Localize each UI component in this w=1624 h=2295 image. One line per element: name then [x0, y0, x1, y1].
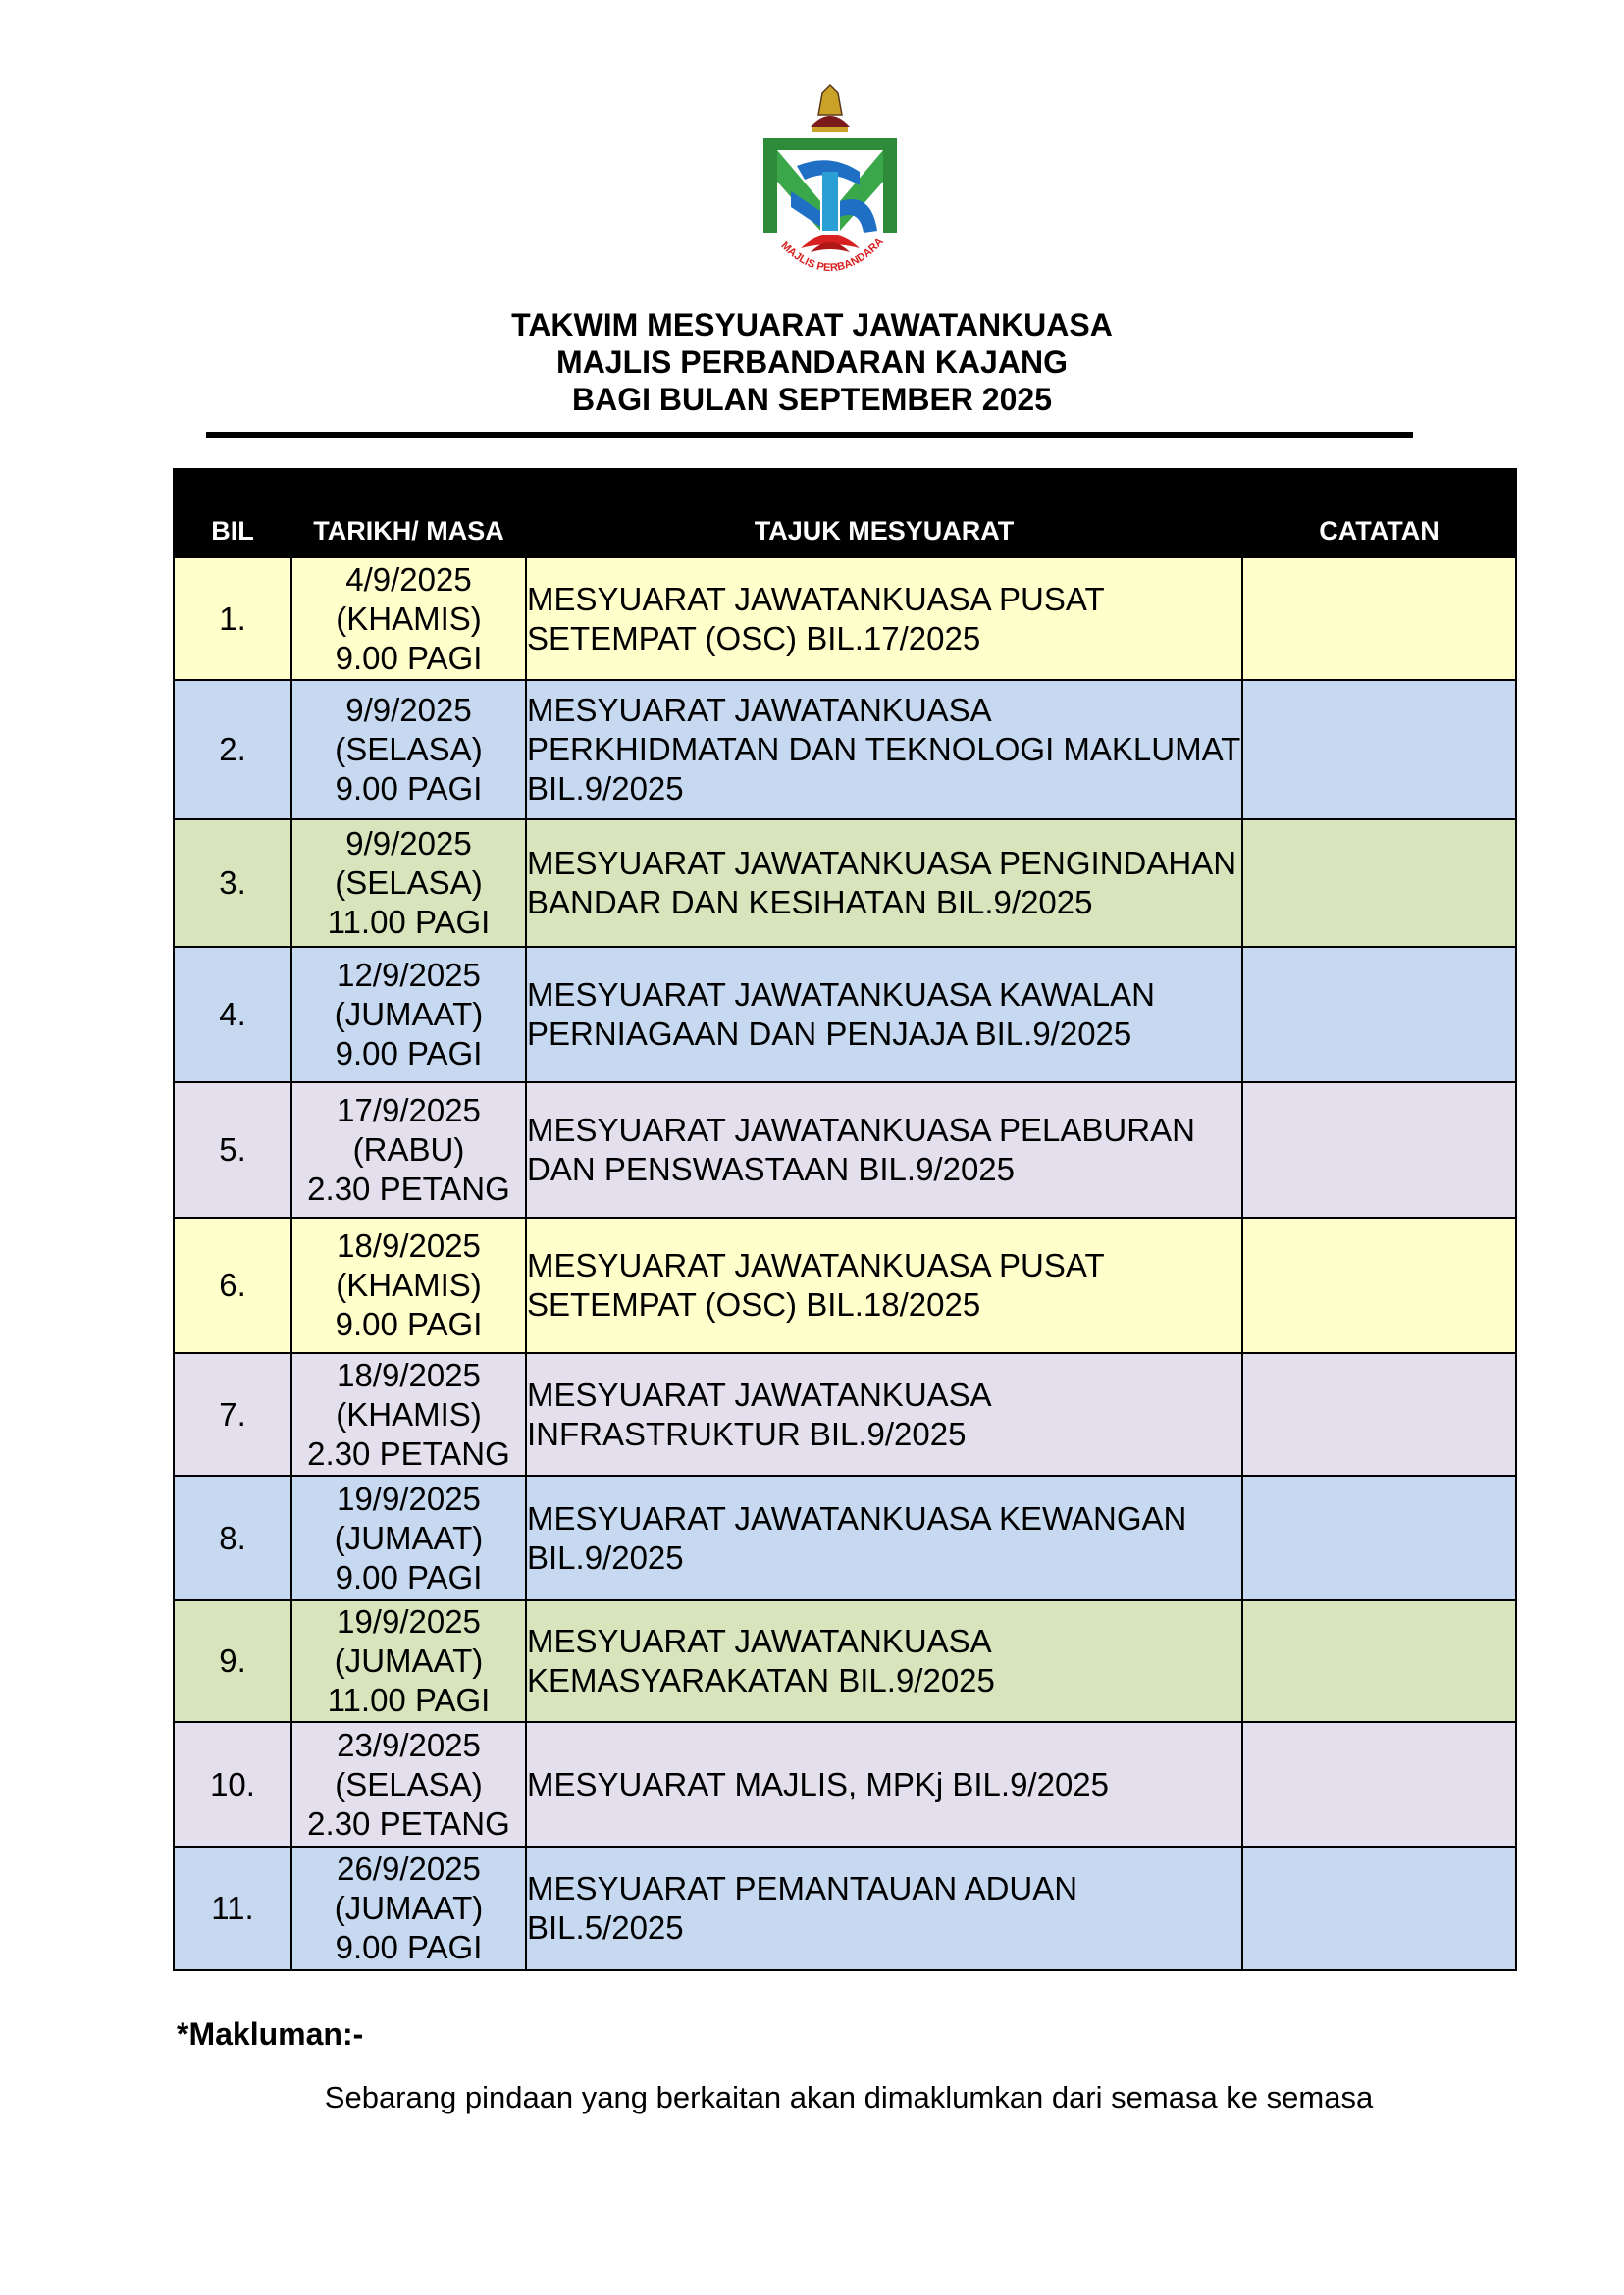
table-header-row	[174, 469, 1516, 557]
title-line-2: MAJLIS PERBANDARAN KAJANG	[556, 344, 1068, 380]
row-date-value: 26/9/2025	[337, 1851, 481, 1887]
row-bil: 1.	[174, 557, 291, 680]
row-day: (JUMAAT)	[334, 1890, 484, 1926]
row-date	[291, 557, 526, 680]
row-note	[1242, 1847, 1516, 1970]
row-title: MESYUARAT MAJLIS, MPKj BIL.9/2025	[526, 1722, 1242, 1847]
table-row	[174, 819, 1516, 947]
row-note	[1242, 1600, 1516, 1722]
row-time: 9.00 PAGI	[335, 1306, 483, 1342]
header-bil: BIL	[174, 469, 291, 557]
row-bil: 8.	[174, 1476, 291, 1600]
row-time: 2.30 PETANG	[307, 1434, 510, 1472]
row-date-value: 9/9/2025	[345, 825, 472, 861]
row-time: 2.30 PETANG	[307, 1804, 510, 1842]
row-day: (KHAMIS)	[336, 600, 482, 637]
row-bil: 9.	[174, 1600, 291, 1722]
row-date	[291, 1082, 526, 1218]
row-day: (KHAMIS)	[336, 1267, 482, 1303]
row-title: MESYUARAT JAWATANKUASA PELABURAN DAN PENSWASTAAN BIL.9/2025	[526, 1082, 1242, 1218]
row-note	[1242, 1353, 1516, 1476]
row-title: MESYUARAT JAWATANKUASA PERKHIDMATAN DAN TEKNOLOGI MAKLUMAT BIL.9/2025	[526, 680, 1242, 819]
meeting-schedule-table	[173, 468, 1517, 1971]
row-time: 9.00 PAGI	[335, 1035, 483, 1071]
row-bil: 5.	[174, 1082, 291, 1218]
row-note	[1242, 557, 1516, 680]
row-bil: 6.	[174, 1218, 291, 1353]
row-time: 11.00 PAGI	[327, 1682, 491, 1718]
row-time: 9.00 PAGI	[335, 1558, 483, 1595]
row-day: (SELASA)	[335, 864, 483, 901]
row-note	[1242, 1218, 1516, 1353]
table-row	[174, 1218, 1516, 1353]
table-row	[174, 557, 1516, 680]
row-title: MESYUARAT JAWATANKUASA KEMASYARAKATAN BIL.9/2025	[526, 1600, 1242, 1722]
row-title: MESYUARAT JAWATANKUASA KEWANGAN BIL.9/2025	[526, 1476, 1242, 1600]
table-row	[174, 1847, 1516, 1970]
row-date	[291, 1600, 526, 1722]
row-date	[291, 1847, 526, 1970]
row-title: MESYUARAT JAWATANKUASA PUSAT SETEMPAT (OSC) BIL.18/2025	[526, 1218, 1242, 1353]
row-date	[291, 680, 526, 819]
row-title: MESYUARAT JAWATANKUASA INFRASTRUKTUR BIL.9/2025	[526, 1353, 1242, 1476]
row-day: (RABU)	[352, 1131, 465, 1168]
row-bil: 4.	[174, 947, 291, 1082]
row-note	[1242, 1722, 1516, 1847]
council-logo	[761, 83, 899, 291]
row-time: 9.00 PAGI	[335, 770, 483, 807]
row-date	[291, 819, 526, 947]
row-date	[291, 1218, 526, 1353]
row-time: 2.30 PETANG	[307, 1171, 510, 1207]
row-day: (JUMAAT)	[334, 996, 484, 1032]
row-date-value: 18/9/2025	[337, 1227, 481, 1264]
notice-body: Sebarang pindaan yang berkaitan akan dimaklumkan dari semasa ke semasa	[324, 2080, 1374, 2114]
row-day: (SELASA)	[335, 731, 483, 767]
row-bil: 7.	[174, 1353, 291, 1476]
row-time: 9.00 PAGI	[335, 1929, 483, 1965]
row-date	[291, 1353, 526, 1476]
header-date: TARIKH/ MASA	[291, 469, 526, 557]
header-note: CATATAN	[1242, 469, 1516, 557]
table-row	[174, 1353, 1516, 1476]
row-date-value: 23/9/2025	[337, 1726, 481, 1763]
row-note	[1242, 680, 1516, 819]
row-date-value: 18/9/2025	[337, 1356, 481, 1393]
row-day: (JUMAAT)	[334, 1643, 484, 1679]
row-date-value: 4/9/2025	[345, 560, 472, 598]
row-bil: 2.	[174, 680, 291, 819]
header-title: TAJUK MESYUARAT	[526, 469, 1242, 557]
table-row	[174, 1476, 1516, 1600]
row-title: MESYUARAT JAWATANKUASA PENGINDAHAN BANDAR DAN KESIHATAN BIL.9/2025	[526, 819, 1242, 947]
row-title: MESYUARAT JAWATANKUASA KAWALAN PERNIAGAAN DAN PENJAJA BIL.9/2025	[526, 947, 1242, 1082]
row-note	[1242, 819, 1516, 947]
row-date-value: 19/9/2025	[337, 1603, 481, 1640]
title-line-1: TAKWIM MESYUARAT JAWATANKUASA	[511, 307, 1113, 342]
row-day: (SELASA)	[335, 1765, 483, 1802]
table-row	[174, 1722, 1516, 1847]
row-time: 9.00 PAGI	[335, 639, 483, 676]
row-date-value: 12/9/2025	[337, 957, 481, 993]
row-date	[291, 1476, 526, 1600]
row-bil: 11.	[174, 1847, 291, 1970]
table-row	[174, 680, 1516, 819]
row-time: 11.00 PAGI	[327, 904, 491, 940]
logo-arc-text: MAJLIS PERBANDARA	[778, 235, 886, 275]
row-note	[1242, 947, 1516, 1082]
table-row	[174, 1600, 1516, 1722]
title-divider	[206, 432, 1413, 438]
row-date-value: 9/9/2025	[345, 692, 472, 728]
row-note	[1242, 1082, 1516, 1218]
row-date-value: 17/9/2025	[337, 1092, 481, 1128]
row-date	[291, 947, 526, 1082]
row-note	[1242, 1476, 1516, 1600]
table-row	[174, 947, 1516, 1082]
table-row	[174, 1082, 1516, 1218]
title-line-3: BAGI BULAN SEPTEMBER 2025	[572, 382, 1052, 417]
row-date-value: 19/9/2025	[337, 1480, 481, 1517]
row-day: (JUMAAT)	[334, 1519, 484, 1556]
row-day: (KHAMIS)	[336, 1395, 482, 1433]
notice-heading: *Makluman:-	[177, 2016, 364, 2052]
row-title: MESYUARAT PEMANTAUAN ADUAN BIL.5/2025	[526, 1847, 1242, 1970]
row-bil: 10.	[174, 1722, 291, 1847]
row-title: MESYUARAT JAWATANKUASA PUSAT SETEMPAT (OSC) BIL.17/2025	[526, 557, 1242, 680]
row-bil: 3.	[174, 819, 291, 947]
row-date	[291, 1722, 526, 1847]
